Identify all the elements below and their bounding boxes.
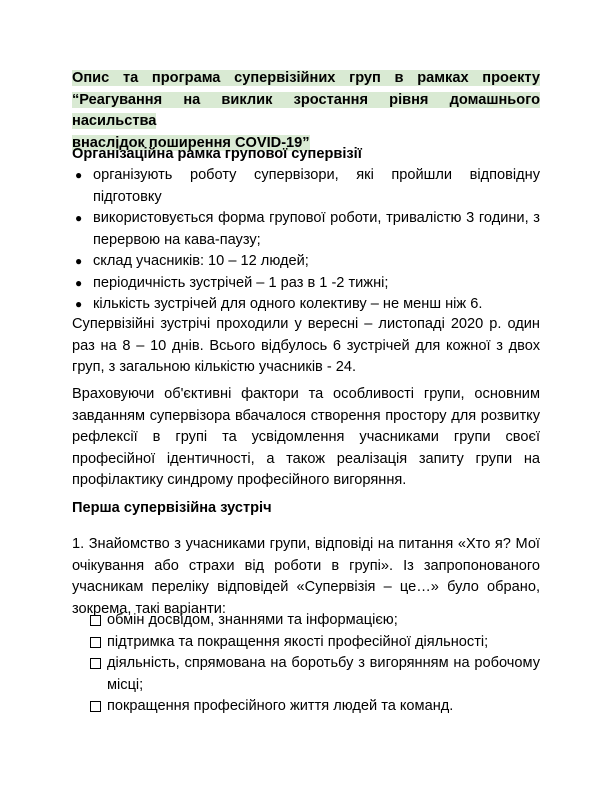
list-item: ● використовується форма групової роботи, тривалістю 3 години, з перервою на кава-паузу; xyxy=(75,210,540,248)
title-line-3: внаслідок поширення COVID-19” xyxy=(72,134,310,151)
paragraph-schedule: Супервізійні зустрічі проходили у вересні – листопаді 2020 р. один раз на 8 – 10 днів. Всього відбулось 6 зустрічей для кожної з двох груп, з загальною кількістю учасників - 24. xyxy=(72,316,540,375)
options-checkbox-list xyxy=(90,610,540,718)
bullet-dot-icon: ● xyxy=(75,275,83,290)
title-line-2: “Реагування на виклик зростання рівня домашнього насильства xyxy=(72,91,540,129)
title-line-1: Опис та програма супервізійних груп в рамках проекту xyxy=(72,70,540,86)
section-heading-framework: Організаційна рамка групової супервізії xyxy=(72,146,362,162)
list-item: ● періодичність зустрічей – 1 раз в 1 -2 тижні; xyxy=(72,273,540,295)
bullet-dot-icon: ● xyxy=(75,168,83,182)
list-item: покращення професійного життя людей та команд. xyxy=(90,696,540,718)
bullet-dot-icon: ● xyxy=(75,254,83,268)
framework-bullet-list xyxy=(72,165,540,316)
list-item: ● організують роботу супервізори, які пройшли відповідну підготовку xyxy=(75,167,540,205)
list-item: ● кількість зустрічей для одного колективу – не менш ніж 6. xyxy=(72,294,540,316)
checkbox-icon xyxy=(90,637,101,648)
bullet-dot-icon: ● xyxy=(75,297,83,311)
section-heading-first-meeting: Перша супервізійна зустріч xyxy=(72,500,272,516)
list-item: ● склад учасників: 10 – 12 людей; xyxy=(72,251,540,273)
list-item: обмін досвідом, знаннями та інформацією; xyxy=(90,610,540,632)
document-title xyxy=(72,68,540,154)
paragraph-first-meeting-intro: 1. Знайомство з учасниками групи, відповіді на питання «Хто я? Мої очікування або страхи від роботи в групі». Із запропонованого учасникам переліку відповідей «Супервізія – це…» було обрано, зокрема, такі варіанти: xyxy=(72,536,540,617)
checkbox-icon xyxy=(90,615,101,626)
list-item: підтримка та покращення якості професійної діяльності; xyxy=(90,632,540,654)
checkbox-icon xyxy=(90,701,101,712)
list-item: діяльність, спрямована на боротьбу з вигорянням на робочому місці; xyxy=(90,653,540,696)
paragraph-objectives: Враховуючи об'єктивні фактори та особливості групи, основним завданням супервізора вбачалося створення простору для розвитку рефлексії в групі та усвідомлення учасниками групи своєї професійної ідентичності, а також реалізація запиту групи на профілактику синдрому професійного вигоряння. xyxy=(72,386,540,488)
checkbox-icon xyxy=(90,658,101,669)
bullet-dot-icon: ● xyxy=(75,211,83,225)
